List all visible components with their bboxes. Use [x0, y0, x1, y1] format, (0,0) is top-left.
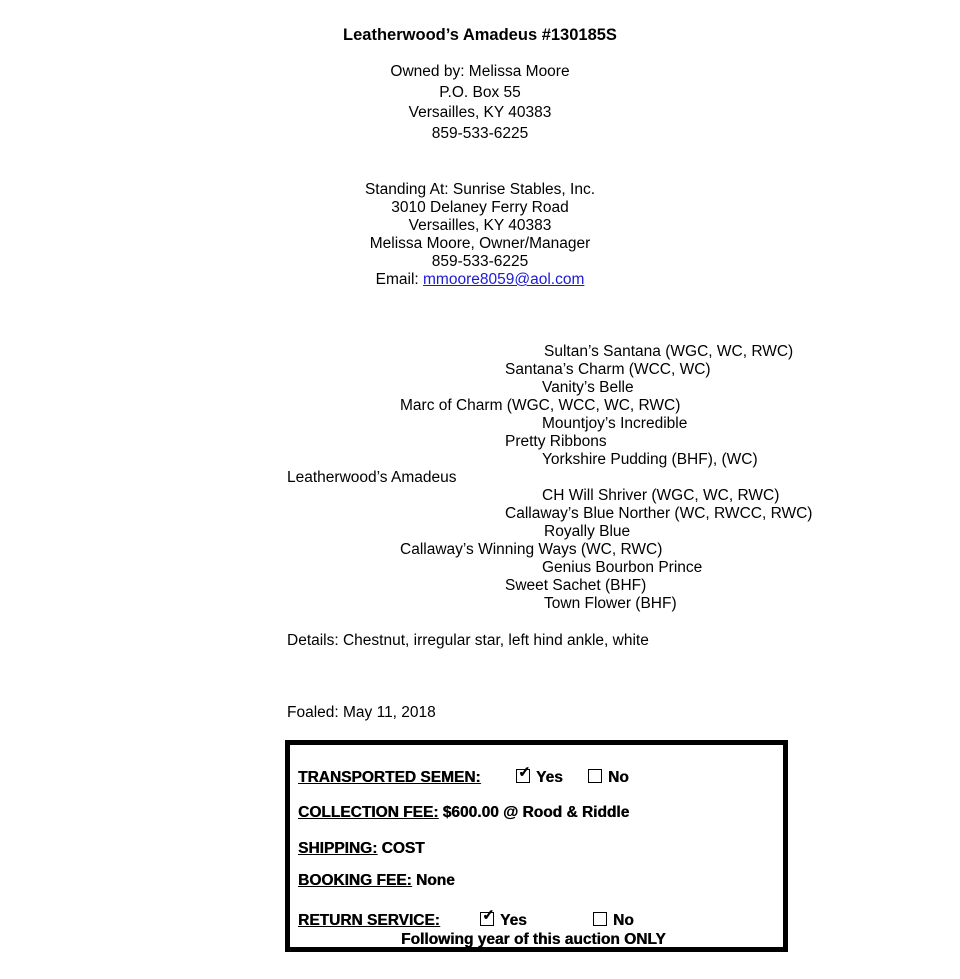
- standing-at: Standing At: Sunrise Stables, Inc.: [364, 181, 596, 198]
- pedigree-sire: Marc of Charm (WGC, WCC, WC, RWC): [400, 397, 681, 414]
- transported-yes-checkbox[interactable]: [516, 764, 531, 783]
- return-service-label: RETURN SERVICE:: [298, 912, 440, 929]
- transported-yes-option[interactable]: [516, 764, 563, 787]
- email-link[interactable]: mmoore8059@aol.com: [423, 271, 585, 288]
- return-no-label: No: [613, 912, 634, 929]
- shipping-value: COST: [377, 840, 425, 857]
- details-text: Details: Chestnut, irregular star, left hind ankle, white: [287, 632, 649, 649]
- check-mark-icon: ✓: [482, 907, 495, 924]
- pedigree-sire-dam-sire: Mountjoy’s Incredible: [542, 415, 688, 432]
- pedigree-sire-dam: Pretty Ribbons: [505, 433, 607, 450]
- shipping-label: SHIPPING:: [298, 840, 378, 857]
- standing-email-line: [0, 271, 960, 289]
- return-yes-option[interactable]: [480, 907, 527, 930]
- transported-semen-row: [298, 769, 481, 787]
- collection-fee-value: $600.00 @ Rood & Riddle: [438, 804, 630, 821]
- owner-po-box: P.O. Box 55: [439, 84, 521, 101]
- standing-phone: 859-533-6225: [431, 253, 529, 270]
- email-label: Email:: [375, 271, 424, 288]
- transported-no-label: No: [608, 769, 629, 786]
- return-service-note: Following year of this auction ONLY: [401, 931, 666, 948]
- owner-phone: 859-533-6225: [431, 125, 529, 142]
- page-title: Leatherwood’s Amadeus #130185S: [343, 26, 617, 44]
- booking-fee-row: [298, 872, 455, 890]
- booking-fee-value: None: [411, 872, 455, 889]
- standing-manager: Melissa Moore, Owner/Manager: [369, 235, 591, 252]
- return-service-row: [298, 912, 440, 930]
- pedigree-sire-sire-sire: Sultan’s Santana (WGC, WC, RWC): [544, 343, 794, 360]
- pedigree-sire-sire-dam: Vanity’s Belle: [542, 379, 634, 396]
- pedigree-dam-sire: Callaway’s Blue Norther (WC, RWCC, RWC): [505, 505, 813, 522]
- return-yes-checkbox[interactable]: [480, 907, 495, 926]
- shipping-row: [298, 840, 425, 858]
- transported-no-option[interactable]: [588, 769, 629, 787]
- pedigree-dam: Callaway’s Winning Ways (WC, RWC): [400, 541, 663, 558]
- owner-name: Owned by: Melissa Moore: [390, 63, 570, 80]
- return-no-checkbox[interactable]: [593, 912, 607, 926]
- pedigree-sire-dam-dam: Yorkshire Pudding (BHF), (WC): [542, 451, 758, 468]
- owner-city: Versailles, KY 40383: [408, 104, 552, 121]
- pedigree-sire-sire: Santana’s Charm (WCC, WC): [505, 361, 711, 378]
- collection-fee-label: COLLECTION FEE:: [298, 804, 439, 821]
- return-no-option[interactable]: [593, 912, 634, 930]
- return-yes-label: Yes: [500, 912, 527, 929]
- pedigree-dam-dam-sire: Genius Bourbon Prince: [542, 559, 703, 576]
- pedigree-dam-dam-dam: Town Flower (BHF): [544, 595, 677, 612]
- collection-fee-row: [298, 804, 629, 822]
- transported-semen-label: TRANSPORTED SEMEN:: [298, 769, 481, 786]
- transported-yes-label: Yes: [536, 769, 563, 786]
- check-mark-icon: ✓: [518, 764, 531, 781]
- foaled-text: Foaled: May 11, 2018: [287, 704, 436, 721]
- pedigree-dam-sire-dam: Royally Blue: [544, 523, 631, 540]
- pedigree-subject: Leatherwood’s Amadeus: [287, 469, 457, 486]
- pedigree-dam-sire-sire: CH Will Shriver (WGC, WC, RWC): [542, 487, 780, 504]
- booking-fee-label: BOOKING FEE:: [298, 872, 412, 889]
- standing-address: 3010 Delaney Ferry Road: [391, 199, 569, 216]
- terms-box: [285, 740, 788, 952]
- standing-city: Versailles, KY 40383: [408, 217, 552, 234]
- transported-no-checkbox[interactable]: [588, 769, 602, 783]
- pedigree-dam-dam: Sweet Sachet (BHF): [505, 577, 647, 594]
